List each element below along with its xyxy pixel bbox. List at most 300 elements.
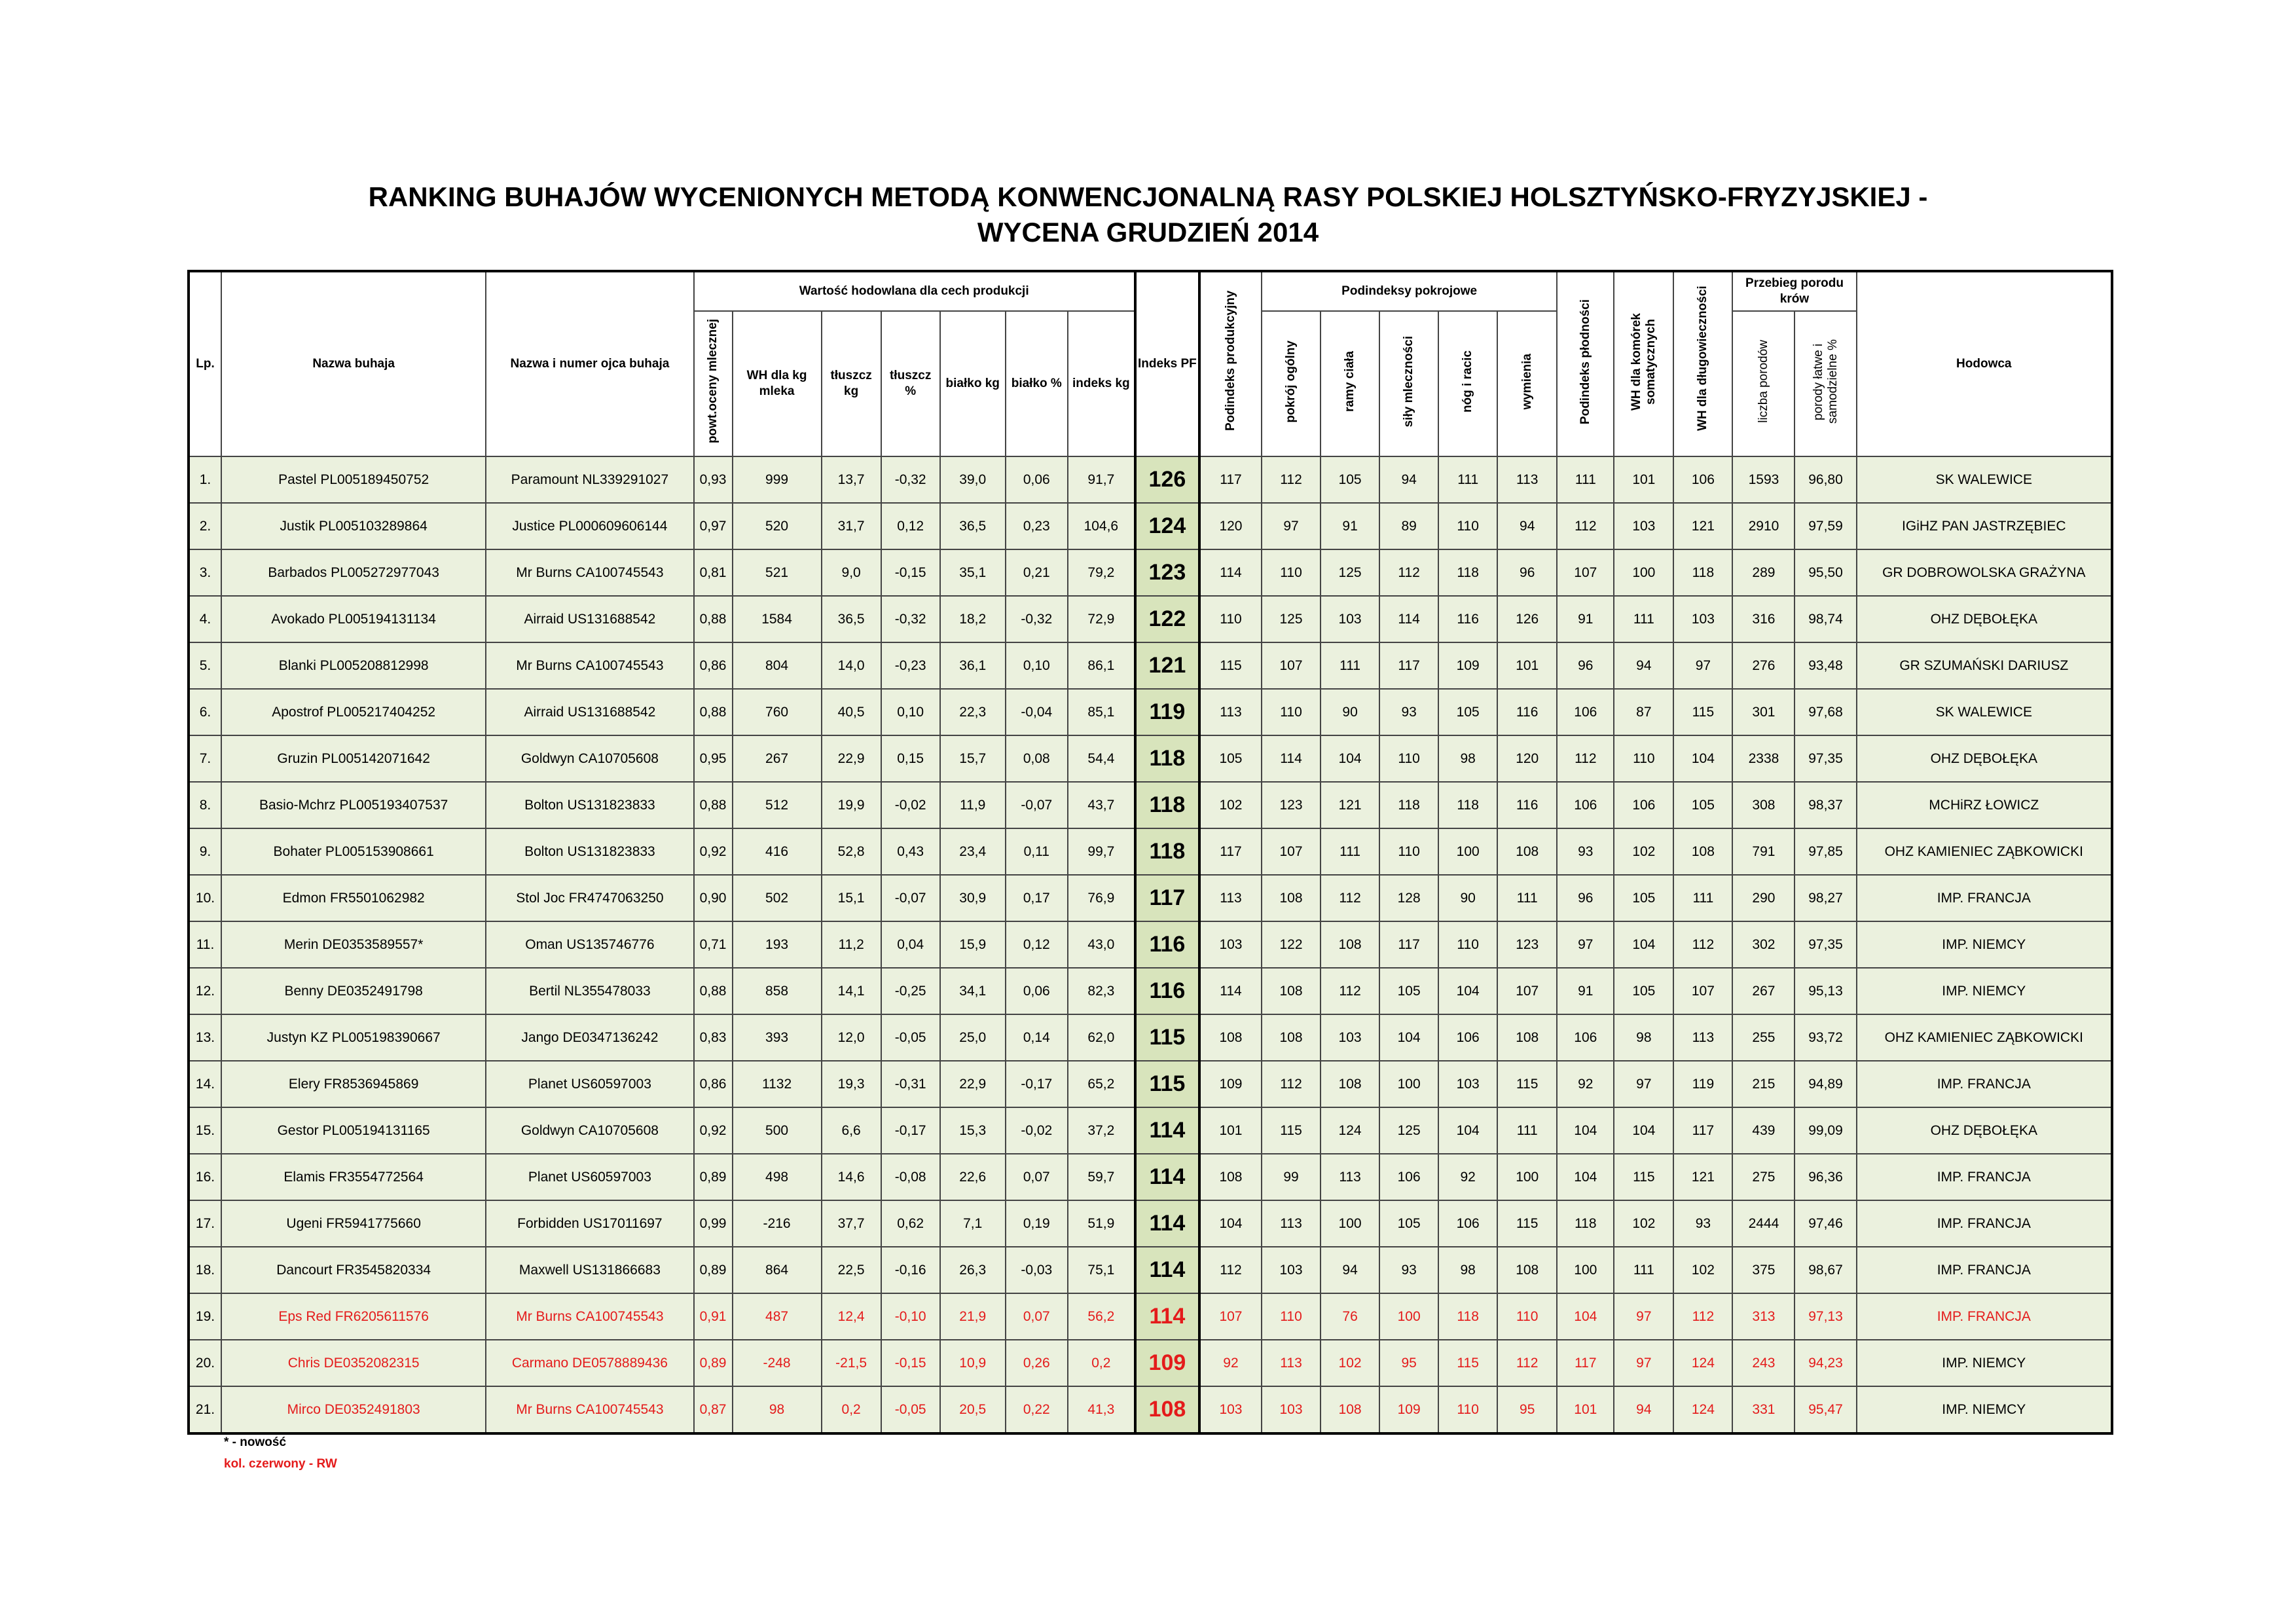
cell-calvings: 275 bbox=[1732, 1154, 1795, 1200]
cell-easy-calvings: 97,59 bbox=[1795, 503, 1856, 549]
cell-prod-subindex: 105 bbox=[1199, 735, 1262, 782]
cell-conf-overall: 114 bbox=[1262, 735, 1321, 782]
cell-reliability: 0,83 bbox=[694, 1014, 733, 1061]
header-calving-group: Przebieg porodu krów bbox=[1732, 271, 1856, 311]
cell-bull-name: Bohater PL005153908661 bbox=[221, 828, 486, 875]
cell-reliability: 0,88 bbox=[694, 689, 733, 735]
cell-conf-dairy: 100 bbox=[1379, 1293, 1438, 1340]
cell-protein-pct: 0,22 bbox=[1006, 1386, 1068, 1433]
cell-reliability: 0,89 bbox=[694, 1154, 733, 1200]
cell-sire: Stol Joc FR4747063250 bbox=[486, 875, 693, 921]
cell-reliability: 0,88 bbox=[694, 782, 733, 828]
cell-prod-subindex: 92 bbox=[1199, 1340, 1262, 1386]
cell-pf-index: 114 bbox=[1135, 1107, 1199, 1154]
cell-milk-kg: 487 bbox=[733, 1293, 822, 1340]
cell-scs: 104 bbox=[1614, 921, 1673, 968]
cell-conf-legs: 92 bbox=[1438, 1154, 1497, 1200]
cell-conf-legs: 109 bbox=[1438, 642, 1497, 689]
cell-bull-name: Basio-Mchrz PL005193407537 bbox=[221, 782, 486, 828]
cell-fat-kg: 22,5 bbox=[822, 1247, 881, 1293]
cell-prod-subindex: 120 bbox=[1199, 503, 1262, 549]
cell-reliability: 0,90 bbox=[694, 875, 733, 921]
cell-fertility: 111 bbox=[1557, 456, 1614, 503]
table-row bbox=[189, 828, 2112, 875]
cell-fat-pct: -0,32 bbox=[881, 456, 940, 503]
cell-reliability: 0,95 bbox=[694, 735, 733, 782]
cell-conf-udder: 95 bbox=[1497, 1386, 1557, 1433]
cell-conf-legs: 115 bbox=[1438, 1340, 1497, 1386]
cell-longevity: 103 bbox=[1673, 596, 1732, 642]
cell-reliability: 0,88 bbox=[694, 968, 733, 1014]
header-protein-kg: białko kg bbox=[940, 311, 1006, 456]
cell-protein-pct: 0,23 bbox=[1006, 503, 1068, 549]
cell-conf-overall: 113 bbox=[1262, 1200, 1321, 1247]
cell-reliability: 0,89 bbox=[694, 1247, 733, 1293]
cell-conf-overall: 123 bbox=[1262, 782, 1321, 828]
cell-index-kg: 91,7 bbox=[1068, 456, 1135, 503]
cell-conf-udder: 107 bbox=[1497, 968, 1557, 1014]
cell-longevity: 93 bbox=[1673, 1200, 1732, 1247]
cell-protein-kg: 25,0 bbox=[940, 1014, 1006, 1061]
cell-sire: Airraid US131688542 bbox=[486, 689, 693, 735]
cell-conf-overall: 103 bbox=[1262, 1386, 1321, 1433]
cell-bull-name: Blanki PL005208812998 bbox=[221, 642, 486, 689]
cell-lp: 12. bbox=[189, 968, 221, 1014]
cell-index-kg: 86,1 bbox=[1068, 642, 1135, 689]
cell-prod-subindex: 107 bbox=[1199, 1293, 1262, 1340]
cell-index-kg: 75,1 bbox=[1068, 1247, 1135, 1293]
cell-prod-subindex: 103 bbox=[1199, 1386, 1262, 1433]
cell-conf-legs: 106 bbox=[1438, 1014, 1497, 1061]
cell-conf-dairy: 93 bbox=[1379, 689, 1438, 735]
cell-conf-legs: 111 bbox=[1438, 456, 1497, 503]
cell-conf-dairy: 128 bbox=[1379, 875, 1438, 921]
cell-fertility: 112 bbox=[1557, 735, 1614, 782]
cell-easy-calvings: 94,23 bbox=[1795, 1340, 1856, 1386]
cell-protein-kg: 15,3 bbox=[940, 1107, 1006, 1154]
cell-scs: 102 bbox=[1614, 1200, 1673, 1247]
cell-index-kg: 79,2 bbox=[1068, 549, 1135, 596]
cell-conf-legs: 110 bbox=[1438, 921, 1497, 968]
cell-fat-kg: 14,1 bbox=[822, 968, 881, 1014]
cell-easy-calvings: 98,67 bbox=[1795, 1247, 1856, 1293]
cell-calvings: 2444 bbox=[1732, 1200, 1795, 1247]
cell-scs: 97 bbox=[1614, 1340, 1673, 1386]
cell-conf-dairy: 112 bbox=[1379, 549, 1438, 596]
cell-sire: Mr Burns CA100745543 bbox=[486, 549, 693, 596]
cell-pf-index: 114 bbox=[1135, 1247, 1199, 1293]
cell-bull-name: Merin DE0353589557* bbox=[221, 921, 486, 968]
cell-pf-index: 118 bbox=[1135, 735, 1199, 782]
cell-easy-calvings: 96,80 bbox=[1795, 456, 1856, 503]
cell-protein-kg: 15,9 bbox=[940, 921, 1006, 968]
cell-scs: 106 bbox=[1614, 782, 1673, 828]
cell-fat-kg: 14,6 bbox=[822, 1154, 881, 1200]
cell-conf-dairy: 105 bbox=[1379, 968, 1438, 1014]
cell-conf-legs: 90 bbox=[1438, 875, 1497, 921]
cell-pf-index: 116 bbox=[1135, 921, 1199, 968]
cell-milk-kg: -216 bbox=[733, 1200, 822, 1247]
cell-conf-legs: 110 bbox=[1438, 503, 1497, 549]
cell-fat-pct: -0,08 bbox=[881, 1154, 940, 1200]
cell-breeder: IMP. NIEMCY bbox=[1857, 1386, 2112, 1433]
cell-protein-pct: -0,17 bbox=[1006, 1061, 1068, 1107]
cell-lp: 11. bbox=[189, 921, 221, 968]
cell-conf-legs: 118 bbox=[1438, 782, 1497, 828]
cell-fat-kg: 19,3 bbox=[822, 1061, 881, 1107]
cell-longevity: 118 bbox=[1673, 549, 1732, 596]
cell-conf-legs: 106 bbox=[1438, 1200, 1497, 1247]
cell-calvings: 308 bbox=[1732, 782, 1795, 828]
cell-protein-kg: 18,2 bbox=[940, 596, 1006, 642]
cell-conf-legs: 98 bbox=[1438, 1247, 1497, 1293]
cell-fat-pct: 0,43 bbox=[881, 828, 940, 875]
cell-reliability: 0,81 bbox=[694, 549, 733, 596]
cell-protein-pct: 0,06 bbox=[1006, 456, 1068, 503]
cell-milk-kg: 512 bbox=[733, 782, 822, 828]
cell-sire: Bolton US131823833 bbox=[486, 782, 693, 828]
cell-milk-kg: 498 bbox=[733, 1154, 822, 1200]
cell-conf-frame: 102 bbox=[1321, 1340, 1379, 1386]
cell-calvings: 215 bbox=[1732, 1061, 1795, 1107]
cell-milk-kg: 1584 bbox=[733, 596, 822, 642]
cell-reliability: 0,92 bbox=[694, 1107, 733, 1154]
cell-milk-kg: 193 bbox=[733, 921, 822, 968]
header-scs: WH dla komórek somatycznych bbox=[1614, 271, 1673, 456]
cell-index-kg: 56,2 bbox=[1068, 1293, 1135, 1340]
header-fat-pct: tłuszcz % bbox=[881, 311, 940, 456]
cell-pf-index: 114 bbox=[1135, 1154, 1199, 1200]
cell-protein-pct: 0,06 bbox=[1006, 968, 1068, 1014]
cell-prod-subindex: 114 bbox=[1199, 968, 1262, 1014]
cell-easy-calvings: 97,68 bbox=[1795, 689, 1856, 735]
header-fat-kg: tłuszcz kg bbox=[822, 311, 881, 456]
cell-milk-kg: 500 bbox=[733, 1107, 822, 1154]
cell-fat-pct: -0,07 bbox=[881, 875, 940, 921]
cell-fertility: 91 bbox=[1557, 968, 1614, 1014]
cell-longevity: 105 bbox=[1673, 782, 1732, 828]
cell-milk-kg: 760 bbox=[733, 689, 822, 735]
cell-conf-dairy: 106 bbox=[1379, 1154, 1438, 1200]
table-row bbox=[189, 1247, 2112, 1293]
table-row bbox=[189, 596, 2112, 642]
cell-bull-name: Gestor PL005194131165 bbox=[221, 1107, 486, 1154]
cell-prod-subindex: 110 bbox=[1199, 596, 1262, 642]
cell-fat-pct: -0,05 bbox=[881, 1386, 940, 1433]
header-conf-udder: wymienia bbox=[1497, 311, 1557, 456]
cell-calvings: 290 bbox=[1732, 875, 1795, 921]
cell-fertility: 96 bbox=[1557, 875, 1614, 921]
cell-conf-dairy: 114 bbox=[1379, 596, 1438, 642]
cell-protein-kg: 11,9 bbox=[940, 782, 1006, 828]
cell-easy-calvings: 95,13 bbox=[1795, 968, 1856, 1014]
cell-prod-subindex: 117 bbox=[1199, 828, 1262, 875]
cell-milk-kg: 520 bbox=[733, 503, 822, 549]
cell-longevity: 121 bbox=[1673, 503, 1732, 549]
cell-conf-frame: 90 bbox=[1321, 689, 1379, 735]
table-row bbox=[189, 689, 2112, 735]
cell-sire: Carmano DE0578889436 bbox=[486, 1340, 693, 1386]
header-milk-kg: WH dla kg mleka bbox=[733, 311, 822, 456]
cell-protein-pct: 0,11 bbox=[1006, 828, 1068, 875]
cell-milk-kg: 864 bbox=[733, 1247, 822, 1293]
cell-breeder: OHZ KAMIENIEC ZĄBKOWICKI bbox=[1857, 1014, 2112, 1061]
cell-lp: 21. bbox=[189, 1386, 221, 1433]
cell-conf-frame: 103 bbox=[1321, 596, 1379, 642]
cell-calvings: 375 bbox=[1732, 1247, 1795, 1293]
cell-conf-dairy: 105 bbox=[1379, 1200, 1438, 1247]
cell-conf-udder: 94 bbox=[1497, 503, 1557, 549]
cell-protein-pct: -0,32 bbox=[1006, 596, 1068, 642]
cell-longevity: 113 bbox=[1673, 1014, 1732, 1061]
cell-sire: Goldwyn CA10705608 bbox=[486, 1107, 693, 1154]
cell-fat-kg: 37,7 bbox=[822, 1200, 881, 1247]
header-lp: Lp. bbox=[189, 271, 221, 456]
cell-lp: 2. bbox=[189, 503, 221, 549]
cell-conf-legs: 118 bbox=[1438, 1293, 1497, 1340]
table-row bbox=[189, 782, 2112, 828]
cell-lp: 8. bbox=[189, 782, 221, 828]
cell-conf-dairy: 93 bbox=[1379, 1247, 1438, 1293]
cell-conf-overall: 107 bbox=[1262, 828, 1321, 875]
cell-scs: 87 bbox=[1614, 689, 1673, 735]
title-line-1: RANKING BUHAJÓW WYCENIONYCH METODĄ KONWENCJONALNĄ RASY POLSKIEJ HOLSZTYŃSKO-FRYZYJSKIEJ - bbox=[368, 181, 1928, 212]
note-rw: kol. czerwony - RW bbox=[224, 1457, 337, 1471]
cell-prod-subindex: 109 bbox=[1199, 1061, 1262, 1107]
cell-fat-pct: -0,15 bbox=[881, 1340, 940, 1386]
cell-fat-pct: -0,17 bbox=[881, 1107, 940, 1154]
cell-conf-frame: 108 bbox=[1321, 1061, 1379, 1107]
cell-calvings: 791 bbox=[1732, 828, 1795, 875]
cell-lp: 6. bbox=[189, 689, 221, 735]
header-production-group: Wartość hodowlana dla cech produkcji bbox=[694, 271, 1135, 311]
header-conformation-group: Podindeksy pokrojowe bbox=[1262, 271, 1557, 311]
cell-longevity: 119 bbox=[1673, 1061, 1732, 1107]
cell-conf-overall: 110 bbox=[1262, 1293, 1321, 1340]
cell-index-kg: 62,0 bbox=[1068, 1014, 1135, 1061]
cell-scs: 94 bbox=[1614, 642, 1673, 689]
cell-pf-index: 115 bbox=[1135, 1014, 1199, 1061]
cell-fat-kg: 31,7 bbox=[822, 503, 881, 549]
cell-calvings: 1593 bbox=[1732, 456, 1795, 503]
table-row bbox=[189, 549, 2112, 596]
cell-sire: Jango DE0347136242 bbox=[486, 1014, 693, 1061]
cell-conf-overall: 107 bbox=[1262, 642, 1321, 689]
cell-protein-kg: 30,9 bbox=[940, 875, 1006, 921]
cell-sire: Maxwell US131866683 bbox=[486, 1247, 693, 1293]
cell-breeder: SK WALEWICE bbox=[1857, 456, 2112, 503]
cell-conf-frame: 112 bbox=[1321, 875, 1379, 921]
cell-index-kg: 72,9 bbox=[1068, 596, 1135, 642]
cell-breeder: IMP. FRANCJA bbox=[1857, 1154, 2112, 1200]
cell-pf-index: 119 bbox=[1135, 689, 1199, 735]
cell-pf-index: 115 bbox=[1135, 1061, 1199, 1107]
cell-longevity: 112 bbox=[1673, 921, 1732, 968]
cell-conf-dairy: 89 bbox=[1379, 503, 1438, 549]
cell-conf-legs: 105 bbox=[1438, 689, 1497, 735]
cell-easy-calvings: 96,36 bbox=[1795, 1154, 1856, 1200]
cell-lp: 10. bbox=[189, 875, 221, 921]
cell-prod-subindex: 108 bbox=[1199, 1154, 1262, 1200]
cell-longevity: 117 bbox=[1673, 1107, 1732, 1154]
cell-pf-index: 114 bbox=[1135, 1200, 1199, 1247]
cell-breeder: IGiHZ PAN JASTRZĘBIEC bbox=[1857, 503, 2112, 549]
cell-conf-frame: 108 bbox=[1321, 921, 1379, 968]
cell-conf-frame: 108 bbox=[1321, 1386, 1379, 1433]
cell-fat-pct: -0,10 bbox=[881, 1293, 940, 1340]
header-index-kg: indeks kg bbox=[1068, 311, 1135, 456]
cell-prod-subindex: 115 bbox=[1199, 642, 1262, 689]
cell-longevity: 124 bbox=[1673, 1340, 1732, 1386]
cell-sire: Bolton US131823833 bbox=[486, 828, 693, 875]
cell-fat-pct: -0,15 bbox=[881, 549, 940, 596]
cell-easy-calvings: 93,48 bbox=[1795, 642, 1856, 689]
cell-protein-kg: 34,1 bbox=[940, 968, 1006, 1014]
header-breeder: Hodowca bbox=[1857, 271, 2112, 456]
cell-fertility: 101 bbox=[1557, 1386, 1614, 1433]
cell-bull-name: Elery FR8536945869 bbox=[221, 1061, 486, 1107]
cell-fertility: 112 bbox=[1557, 503, 1614, 549]
header-bull-name: Nazwa buhaja bbox=[221, 271, 486, 456]
cell-conf-frame: 100 bbox=[1321, 1200, 1379, 1247]
cell-milk-kg: 1132 bbox=[733, 1061, 822, 1107]
cell-lp: 4. bbox=[189, 596, 221, 642]
cell-index-kg: 0,2 bbox=[1068, 1340, 1135, 1386]
cell-conf-overall: 103 bbox=[1262, 1247, 1321, 1293]
header-easy-calvings: porody łatwe i samodzielne % bbox=[1795, 311, 1856, 456]
cell-sire: Oman US135746776 bbox=[486, 921, 693, 968]
cell-protein-pct: 0,21 bbox=[1006, 549, 1068, 596]
cell-breeder: IMP. FRANCJA bbox=[1857, 1061, 2112, 1107]
cell-conf-legs: 110 bbox=[1438, 1386, 1497, 1433]
cell-bull-name: Benny DE0352491798 bbox=[221, 968, 486, 1014]
cell-lp: 5. bbox=[189, 642, 221, 689]
header-pf-index: Indeks PF bbox=[1135, 271, 1199, 456]
cell-milk-kg: 98 bbox=[733, 1386, 822, 1433]
cell-conf-udder: 112 bbox=[1497, 1340, 1557, 1386]
table-row bbox=[189, 456, 2112, 503]
cell-breeder: OHZ DĘBOŁĘKA bbox=[1857, 1107, 2112, 1154]
cell-conf-frame: 94 bbox=[1321, 1247, 1379, 1293]
cell-protein-kg: 15,7 bbox=[940, 735, 1006, 782]
cell-conf-udder: 108 bbox=[1497, 1247, 1557, 1293]
cell-conf-overall: 112 bbox=[1262, 1061, 1321, 1107]
cell-reliability: 0,88 bbox=[694, 596, 733, 642]
cell-pf-index: 124 bbox=[1135, 503, 1199, 549]
cell-lp: 15. bbox=[189, 1107, 221, 1154]
cell-protein-kg: 22,9 bbox=[940, 1061, 1006, 1107]
cell-conf-legs: 116 bbox=[1438, 596, 1497, 642]
cell-conf-dairy: 117 bbox=[1379, 642, 1438, 689]
cell-protein-pct: 0,12 bbox=[1006, 921, 1068, 968]
table-row bbox=[189, 1061, 2112, 1107]
cell-lp: 7. bbox=[189, 735, 221, 782]
cell-fat-pct: -0,05 bbox=[881, 1014, 940, 1061]
cell-easy-calvings: 94,89 bbox=[1795, 1061, 1856, 1107]
cell-conf-overall: 108 bbox=[1262, 968, 1321, 1014]
header-conf-frame: ramy ciała bbox=[1321, 311, 1379, 456]
cell-scs: 104 bbox=[1614, 1107, 1673, 1154]
cell-easy-calvings: 99,09 bbox=[1795, 1107, 1856, 1154]
cell-protein-kg: 22,3 bbox=[940, 689, 1006, 735]
cell-sire: Goldwyn CA10705608 bbox=[486, 735, 693, 782]
cell-longevity: 97 bbox=[1673, 642, 1732, 689]
cell-conf-frame: 91 bbox=[1321, 503, 1379, 549]
cell-sire: Planet US60597003 bbox=[486, 1061, 693, 1107]
cell-fat-kg: 22,9 bbox=[822, 735, 881, 782]
cell-index-kg: 104,6 bbox=[1068, 503, 1135, 549]
cell-longevity: 106 bbox=[1673, 456, 1732, 503]
cell-conf-dairy: 117 bbox=[1379, 921, 1438, 968]
cell-reliability: 0,97 bbox=[694, 503, 733, 549]
header-conf-overall: pokrój ogólny bbox=[1262, 311, 1321, 456]
cell-easy-calvings: 97,35 bbox=[1795, 735, 1856, 782]
cell-lp: 9. bbox=[189, 828, 221, 875]
cell-conf-udder: 126 bbox=[1497, 596, 1557, 642]
cell-conf-dairy: 94 bbox=[1379, 456, 1438, 503]
cell-fat-kg: 12,0 bbox=[822, 1014, 881, 1061]
cell-bull-name: Barbados PL005272977043 bbox=[221, 549, 486, 596]
cell-protein-kg: 10,9 bbox=[940, 1340, 1006, 1386]
cell-scs: 110 bbox=[1614, 735, 1673, 782]
cell-lp: 14. bbox=[189, 1061, 221, 1107]
cell-milk-kg: 416 bbox=[733, 828, 822, 875]
cell-conf-udder: 111 bbox=[1497, 875, 1557, 921]
cell-conf-frame: 121 bbox=[1321, 782, 1379, 828]
cell-bull-name: Mirco DE0352491803 bbox=[221, 1386, 486, 1433]
cell-conf-dairy: 109 bbox=[1379, 1386, 1438, 1433]
table-row bbox=[189, 503, 2112, 549]
cell-conf-udder: 108 bbox=[1497, 828, 1557, 875]
cell-index-kg: 37,2 bbox=[1068, 1107, 1135, 1154]
cell-longevity: 102 bbox=[1673, 1247, 1732, 1293]
cell-calvings: 255 bbox=[1732, 1014, 1795, 1061]
cell-protein-pct: 0,26 bbox=[1006, 1340, 1068, 1386]
cell-sire: Airraid US131688542 bbox=[486, 596, 693, 642]
header-reliability: powt.oceny mlecznej bbox=[694, 311, 733, 456]
cell-breeder: OHZ DĘBOŁĘKA bbox=[1857, 596, 2112, 642]
cell-prod-subindex: 114 bbox=[1199, 549, 1262, 596]
cell-conf-legs: 118 bbox=[1438, 549, 1497, 596]
cell-protein-kg: 23,4 bbox=[940, 828, 1006, 875]
cell-pf-index: 121 bbox=[1135, 642, 1199, 689]
cell-easy-calvings: 93,72 bbox=[1795, 1014, 1856, 1061]
cell-conf-frame: 104 bbox=[1321, 735, 1379, 782]
cell-conf-dairy: 100 bbox=[1379, 1061, 1438, 1107]
cell-fertility: 104 bbox=[1557, 1293, 1614, 1340]
cell-calvings: 276 bbox=[1732, 642, 1795, 689]
cell-fat-kg: 19,9 bbox=[822, 782, 881, 828]
cell-index-kg: 54,4 bbox=[1068, 735, 1135, 782]
cell-protein-pct: 0,10 bbox=[1006, 642, 1068, 689]
cell-fat-pct: 0,62 bbox=[881, 1200, 940, 1247]
cell-reliability: 0,86 bbox=[694, 1061, 733, 1107]
ranking-table bbox=[187, 270, 2113, 1435]
cell-conf-frame: 103 bbox=[1321, 1014, 1379, 1061]
cell-conf-dairy: 110 bbox=[1379, 735, 1438, 782]
cell-conf-overall: 97 bbox=[1262, 503, 1321, 549]
table-row bbox=[189, 1107, 2112, 1154]
cell-calvings: 316 bbox=[1732, 596, 1795, 642]
table-row bbox=[189, 1200, 2112, 1247]
cell-reliability: 0,86 bbox=[694, 642, 733, 689]
cell-reliability: 0,99 bbox=[694, 1200, 733, 1247]
cell-index-kg: 43,7 bbox=[1068, 782, 1135, 828]
cell-breeder: IMP. NIEMCY bbox=[1857, 921, 2112, 968]
cell-fat-kg: 36,5 bbox=[822, 596, 881, 642]
cell-conf-overall: 112 bbox=[1262, 456, 1321, 503]
cell-fertility: 104 bbox=[1557, 1154, 1614, 1200]
